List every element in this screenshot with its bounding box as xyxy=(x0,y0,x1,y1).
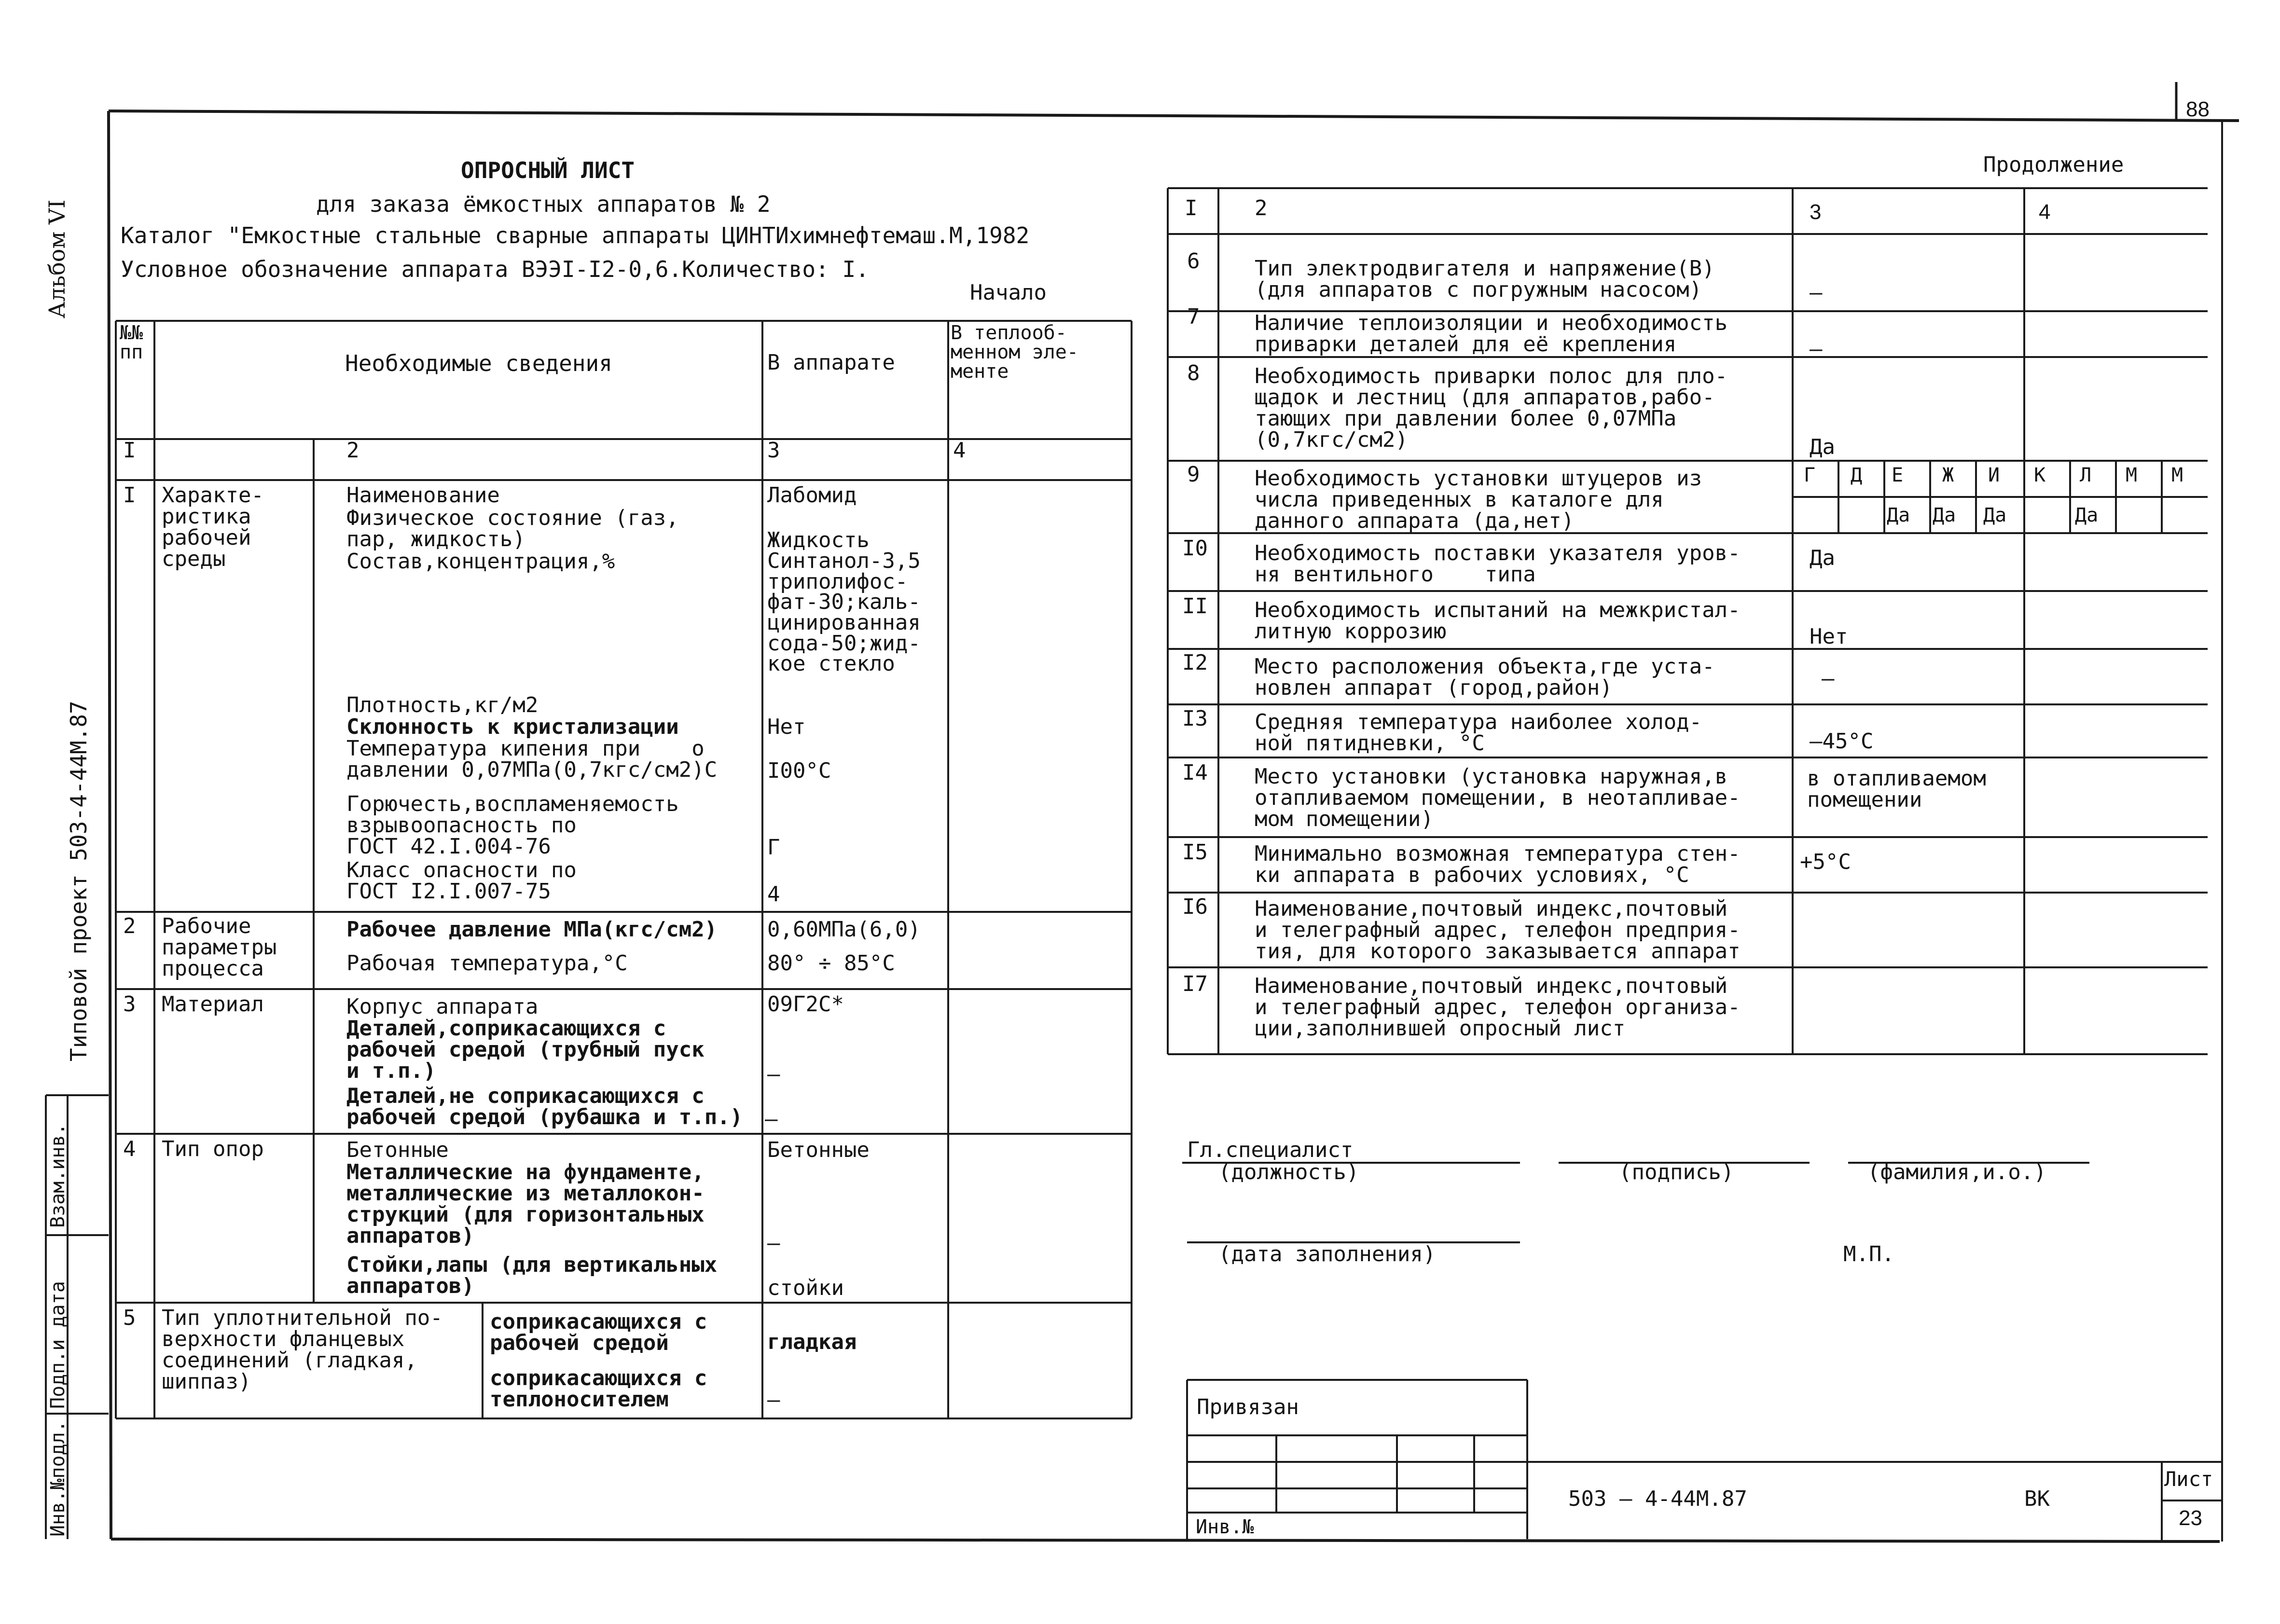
fitting-letter: Г xyxy=(1804,464,1816,486)
row-text: Необходимость приварки полос для пло- щадок и лестниц (для аппаратов,рабо- тающих при давлении более 0,07МПа (0,7кгс/см2) xyxy=(1255,364,1728,452)
param-noncontact-parts: Деталей,не соприкасающихся с рабочей средой (рубашка и т.п.) xyxy=(346,1084,743,1129)
date-label: (дата заполнения) xyxy=(1218,1242,1436,1266)
param-body: Корпус аппарата xyxy=(346,994,539,1019)
row-number: 9 xyxy=(1187,462,1200,487)
value-body: 09Г2С* xyxy=(767,992,844,1017)
value-concrete: Бетонные xyxy=(767,1138,870,1162)
param-name: Наименование xyxy=(346,483,500,508)
fitting-letter: Л xyxy=(2080,464,2092,486)
param-density: Плотность,кг/м2 xyxy=(346,693,539,717)
stamp-sheet-number: 23 xyxy=(2179,1506,2202,1530)
row-text: Минимально возможная температура стен- ки аппарата в рабочих условиях, °С xyxy=(1255,841,1741,887)
param-composition: Состав,концентрация,% xyxy=(346,549,615,574)
row-value: – xyxy=(1810,280,1823,305)
fitting-value: Да xyxy=(1933,504,1956,526)
value-legs: стойки xyxy=(767,1276,844,1300)
row-value: Да xyxy=(1810,546,1835,570)
row-number: 8 xyxy=(1187,361,1200,385)
row-text: Наименование,почтовый индекс,почтовый и телеграфный адрес, телефон предприя- тия, для которого заказывается аппарат xyxy=(1255,896,1741,963)
stamp-linked: Привязан xyxy=(1197,1395,1299,1419)
right-colnum-1: I xyxy=(1185,196,1198,220)
value-sealing-medium: гладкая xyxy=(767,1330,857,1354)
header-heat-element: В теплооб- менном эле- менте xyxy=(951,322,1078,383)
signature-role: Гл.специалист xyxy=(1187,1138,1354,1162)
row-number: I7 xyxy=(1182,972,1208,996)
row-text: Наличие теплоизоляции и необходимость приварки деталей для её крепления xyxy=(1255,311,1728,357)
row-number: I5 xyxy=(1182,840,1208,865)
header-apparatus: В аппарате xyxy=(767,350,895,375)
value-pressure: 0,60МПа(6,0) xyxy=(767,917,921,942)
row-text: Средняя температура наиболее холод- ной пятидневки, °С xyxy=(1255,710,1702,756)
header-info: Необходимые сведения xyxy=(345,350,612,376)
right-colnum-2: 2 xyxy=(1255,196,1268,220)
fitting-letter: И xyxy=(1988,464,2000,486)
row-number: I6 xyxy=(1182,895,1208,919)
value-sealing-coolant: – xyxy=(767,1388,780,1412)
row-text: Место расположения объекта,где уста- новлен аппарат (город,район) xyxy=(1255,654,1715,700)
row-value: –45°С xyxy=(1810,729,1874,754)
row-value: в отапливаемом помещении xyxy=(1807,766,1986,812)
value-contact-parts: – xyxy=(767,1062,780,1087)
value-metal: – xyxy=(767,1231,780,1255)
row-number: I0 xyxy=(1182,536,1208,561)
row-number: 6 xyxy=(1187,249,1200,274)
row-number: I3 xyxy=(1182,706,1208,731)
row-text: Необходимость установки штуцеров из числа приведенных в каталоге для данного аппарата (да,нет) xyxy=(1255,466,1702,533)
catalog-line: Каталог "Емкостные стальные сварные аппараты ЦИНТИхимнефтемаш.М,1982 xyxy=(121,222,1030,248)
value-composition: Синтанол-3,5 триполифос- фат-30;каль- цинированная сода-50;жид- кое стекло xyxy=(767,549,921,676)
fitting-letter: Д xyxy=(1851,464,1863,486)
row-value: Да xyxy=(1810,435,1835,459)
fitting-letter: М xyxy=(2126,464,2138,486)
row-value: Нет xyxy=(1810,624,1848,649)
param-contact-parts: Деталей,соприкасающихся с рабочей средой (трубный пуск и т.п.) xyxy=(346,1016,705,1083)
stamp-cell-inv-original: Инв.№подл. xyxy=(47,1420,69,1537)
stamp-sheet-label: Лист xyxy=(2164,1467,2213,1491)
row-value: – xyxy=(1810,337,1823,361)
row-number: 3 xyxy=(123,992,136,1017)
row-number: I xyxy=(123,483,136,508)
param-temperature: Рабочая температура,°С xyxy=(346,951,628,976)
row-group-label: Материал xyxy=(162,992,264,1017)
param-hazard-class: Класс опасности по ГОСТ I2.I.007-75 xyxy=(346,858,577,904)
param-flammability: Горючесть,воспламеняемость взрывоопасность по ГОСТ 42.I.004-76 xyxy=(346,792,679,859)
row-text: Место установки (установка наружная,в отапливаемом помещении, в неотапливае- мом помещении) xyxy=(1255,764,1741,831)
value-name: Лабомид xyxy=(767,483,857,508)
position-label: (должность) xyxy=(1218,1160,1359,1184)
row-group-label: Тип опор xyxy=(162,1137,264,1161)
stamp-inv: Инв.№ xyxy=(1196,1516,1254,1538)
row-value: – xyxy=(1822,666,1835,691)
fitting-value: Да xyxy=(1983,504,2007,526)
row-number: 4 xyxy=(123,1137,136,1161)
row-group-label: Характе- ристика рабочей среды xyxy=(162,483,264,571)
stamp-cell-replace-inv: Взам.инв. xyxy=(47,1123,69,1228)
colnum-4: 4 xyxy=(953,438,966,463)
row-group-label: Тип уплотнительной по- верхности фланцевых соединений (гладкая, шиппаз) xyxy=(162,1306,443,1394)
fitting-letter: М xyxy=(2171,464,2183,486)
fitting-value: Да xyxy=(1887,504,1910,526)
row-number: 2 xyxy=(123,914,136,938)
continuation-label: Продолжение xyxy=(1983,152,2124,177)
value-temperature: 80° ÷ 85°С xyxy=(767,951,895,976)
row-number: 5 xyxy=(123,1306,136,1330)
row-group-label: Рабочие параметры процесса xyxy=(162,914,277,981)
param-sealing-medium: соприкасающихся с рабочей средой xyxy=(490,1309,707,1355)
param-concrete: Бетонные xyxy=(346,1138,449,1162)
value-hazard-class: 4 xyxy=(767,882,780,907)
project-side-label: Типовой проект 503-4-44М.87 xyxy=(66,701,92,1061)
param-metal: Металлические на фундаменте, металлические из металлокон- струкций (для горизонтальных аппаратов) xyxy=(346,1160,705,1248)
param-legs: Стойки,лапы (для вертикальных аппаратов) xyxy=(346,1252,718,1298)
right-colnum-4: 4 xyxy=(2039,200,2051,224)
right-colnum-3: 3 xyxy=(1810,200,1822,224)
page-number: 88 xyxy=(2186,97,2210,121)
designation-line: Условное обозначение аппарата ВЭЭI-I2-0,6.Количество: I. xyxy=(121,256,869,282)
stamp-code: 503 – 4-44М.87 xyxy=(1568,1486,1747,1511)
param-crystallization: Склонность к кристализации xyxy=(346,715,679,739)
value-boiling: I00°С xyxy=(767,758,831,783)
value-crystallization: Нет xyxy=(767,715,806,739)
form-title: ОПРОСНЫЙ ЛИСТ xyxy=(461,157,635,183)
colnum-3: 3 xyxy=(767,438,780,463)
start-label: Начало xyxy=(970,280,1047,305)
sign-label: (подпись) xyxy=(1619,1160,1734,1184)
stamp-doc-type: ВК xyxy=(2024,1486,2050,1511)
fitting-value: Да xyxy=(2075,504,2099,526)
param-boiling: Температура кипения при о давлении 0,07МПа(0,7кгс/см2)С xyxy=(346,736,718,782)
row-text: Необходимость поставки указателя уров- ня вентильного типа xyxy=(1255,541,1741,587)
colnum-2: 2 xyxy=(346,438,359,463)
fitting-letter: Е xyxy=(1892,464,1904,486)
value-noncontact-parts: – xyxy=(765,1107,778,1131)
row-number: II xyxy=(1182,594,1208,619)
row-text: Наименование,почтовый индекс,почтовый и телеграфный адрес, телефон организа- ции,заполнившей опросный лист xyxy=(1255,974,1741,1041)
album-label: Альбом VI xyxy=(44,199,70,318)
param-sealing-coolant: соприкасающихся с теплоносителем xyxy=(490,1366,707,1412)
row-number: I4 xyxy=(1182,760,1208,785)
param-state: Физическое состояние (газ, пар, жидкость) xyxy=(346,506,679,551)
form-subtitle: для заказа ёмкостных аппаратов № 2 xyxy=(316,191,771,217)
row-number: 7 xyxy=(1187,304,1200,329)
row-number: I2 xyxy=(1182,650,1208,675)
name-label: (фамилия,и.о.) xyxy=(1867,1160,2046,1184)
seal-label: М.П. xyxy=(1843,1242,1894,1266)
row-value: +5°С xyxy=(1800,850,1851,874)
stamp-cell-sign-date: Подп.и дата xyxy=(47,1281,69,1409)
row-text: Тип электродвигателя и напряжение(В) (для аппаратов с погружным насосом) xyxy=(1255,256,1715,302)
param-pressure: Рабочее давление МПа(кгс/см2) xyxy=(346,917,718,942)
row-text: Необходимость испытаний на межкристал- литную коррозию xyxy=(1255,598,1741,644)
fitting-letter: Ж xyxy=(1942,464,1954,486)
fitting-letter: К xyxy=(2034,464,2046,486)
value-state: Жидкость xyxy=(767,528,870,552)
colnum-1: I xyxy=(123,438,136,463)
header-number: №№ пп xyxy=(120,322,143,363)
value-flammability: Г xyxy=(767,835,780,860)
